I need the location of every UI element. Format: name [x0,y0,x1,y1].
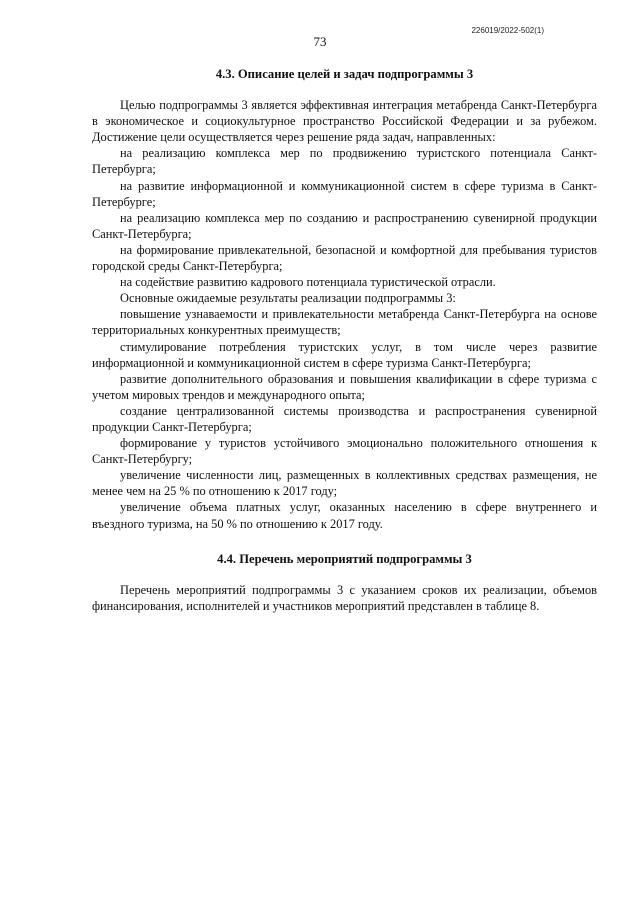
paragraph: стимулирование потребления туристских услуг, в том числе через развитие информационной и коммуникационной систем в сфере туризма Санкт-Петербурга; [92,339,597,370]
paragraph: создание централизованной системы производства и распространения сувенирной продукции Санкт-Петербурга; [92,403,597,434]
paragraph: увеличение численности лиц, размещенных в коллективных средствах размещения, не менее чем на 25 % по отношению к 2017 году; [92,468,597,499]
paragraph: на реализацию комплекса мер по созданию и распространению сувенирной продукции Санкт-Петербурга; [92,210,597,241]
paragraph: на реализацию комплекса мер по продвижению туристского потенциала Санкт-Петербурга; [92,146,597,177]
paragraph: Целью подпрограммы 3 является эффективная интеграция метабренда Санкт-Петербурга в экономическое и социокультурное пространство Российской Федерации и за рубежом. Достижение цели осуществляется через решение ряда задач, направленных: [92,98,597,145]
paragraph: на формирование привлекательной, безопасной и комфортной для пребывания туристов городской среды Санкт-Петербурга; [92,242,597,274]
paragraph: Основные ожидаемые результаты реализации подпрограммы 3: [120,291,456,306]
paragraph: на содействие развитию кадрового потенциала туристической отрасли. [120,275,496,290]
paragraph: на развитие информационной и коммуникационной систем в сфере туризма в Санкт-Петербурге; [92,178,597,209]
paragraph: увеличение объема платных услуг, оказанных населению в сфере внутреннего и въездного туризма, на 50 % по отношению к 2017 году. [92,500,597,531]
paragraph: Перечень мероприятий подпрограммы 3 с указанием сроков их реализации, объемов финансирования, исполнителей и участников мероприятий представлен в таблице 8. [92,582,597,613]
paragraph: формирование у туристов устойчивого эмоционально положительного отношения к Санкт-Петербургу; [92,436,597,467]
document-id: 226019/2022-502(1) [471,26,544,35]
section-heading-4-4: 4.4. Перечень мероприятий подпрограммы 3 [217,551,472,566]
section-heading-4-3: 4.3. Описание целей и задач подпрограммы 3 [215,67,474,81]
page-body [92,66,597,614]
paragraph: повышение узнаваемости и привлекательности метабренда Санкт-Петербурга на основе территориальных конкурентных преимуществ; [92,307,597,338]
page-number: 73 [313,34,327,49]
paragraph: развитие дополнительного образования и повышения квалификации в сфере туризма с учетом мировых трендов и международного опыта; [92,371,597,402]
